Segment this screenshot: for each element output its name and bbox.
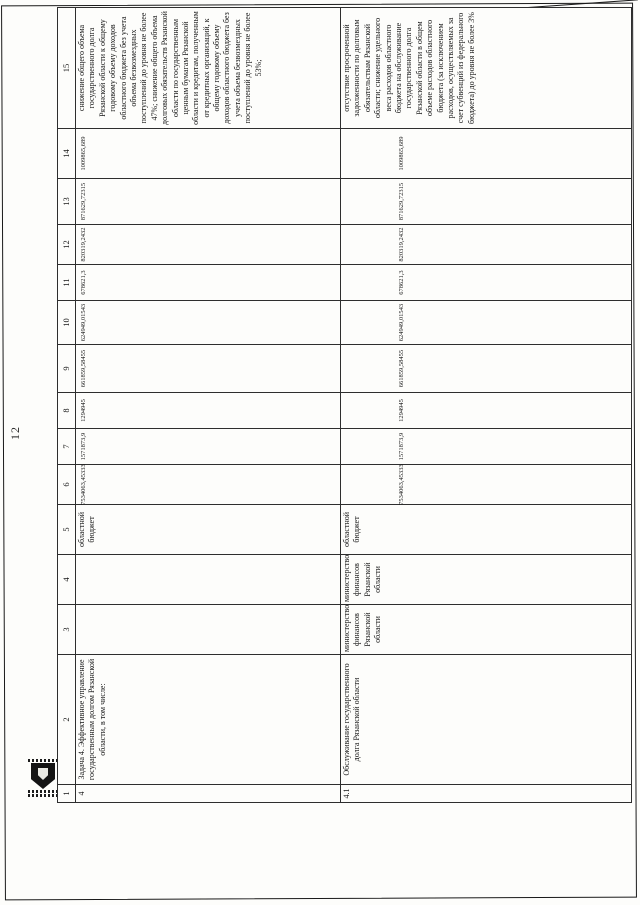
budget-source-cell: областной бюджет [341,505,632,555]
amount-cell: 1571873,9 [341,429,632,465]
column-number-header: 13 [58,179,76,225]
amount-cell: 661859,58455 [341,345,632,393]
task-name-cell: Задача 4. Эффективное управление государственным долгом Рязанской области, в том числе: [76,655,341,785]
amount-cell: 871629,72315 [76,179,341,225]
stamp-microtext-line [28,794,58,797]
participant-cell [76,555,341,605]
budget-source-cell: областной бюджет [76,505,341,555]
amount-cell: 678621,3 [76,265,341,301]
column-number-header: 3 [58,605,76,655]
table-row-task-4 [76,8,341,803]
program-indicators-table [57,7,632,803]
amount-cell: 624949,01543 [341,301,632,345]
column-number-header: 2 [58,655,76,785]
rotated-table-container [57,8,632,803]
amount-cell: 1294945 [76,393,341,429]
amount-cell: 7534063,45333 [341,465,632,505]
amount-cell: 1009865,689 [341,129,632,179]
amount-cell: 624949,01543 [76,301,341,345]
amount-cell: 1294945 [341,393,632,429]
column-number-header: 14 [58,129,76,179]
stamp-microtext-line [28,790,58,793]
column-number-header: 15 [58,8,76,129]
table-row-activity-4-1 [341,8,632,803]
task-name-cell: Обслуживание государственного долга Рязанской области [341,655,632,785]
row-number-cell: 4.1 [341,785,632,803]
column-number-header: 7 [58,429,76,465]
executor-cell [76,605,341,655]
amount-cell: 678621,3 [341,265,632,301]
column-number-header: 12 [58,225,76,265]
amount-cell: 661859,58455 [76,345,341,393]
coat-of-arms-icon [31,763,55,789]
column-number-header: 5 [58,505,76,555]
column-number-header: 9 [58,345,76,393]
page-number: 12 [8,426,22,440]
amount-cell: 820319,2432 [76,225,341,265]
amount-cell: 1571873,9 [76,429,341,465]
participant-cell: министерство финансов Рязанской области [341,555,632,605]
amount-cell: 820319,2432 [341,225,632,265]
executor-cell: министерство финансов Рязанской области [341,605,632,655]
column-number-header: 11 [58,265,76,301]
column-number-header: 6 [58,465,76,505]
amount-cell: 1009865,689 [76,129,341,179]
stamp-microtext-line [28,759,58,762]
amount-cell: 871629,72315 [341,179,632,225]
column-number-header: 10 [58,301,76,345]
column-number-header: 1 [58,785,76,803]
expected-result-cell: отсутствие просроченной задолженности по долговым обязательствам Рязанской области; снижение удельного веса расходов областного бюджета на обслуживание государственного долга Рязанской области в общем объеме расходов областного бюджета (за исключением расходов, осуществляемых за счет субвенций из федерального бюджета) до уровня не более 3% [341,8,632,129]
column-numbers-row [58,8,76,803]
expected-result-cell: снижение общего объема государственного долга Рязанской области к общему годовому объему доходов областного бюджета без учета объема безвозмездных поступлений до уровня не более 47%; снижение общего объема долговых обязательств Рязанской области по государственным ценным бумагам Рязанской области и кредитам, полученным от кредитных организаций, к общему годовому объему доходов областного бюджета без учета объема безвозмездных поступлений до уровня не более 53%; [76,8,341,129]
column-number-header: 4 [58,555,76,605]
amount-cell: 7534063,45333 [76,465,341,505]
column-number-header: 8 [58,393,76,429]
row-number-cell: 4 [76,785,341,803]
registration-stamp [26,758,60,806]
